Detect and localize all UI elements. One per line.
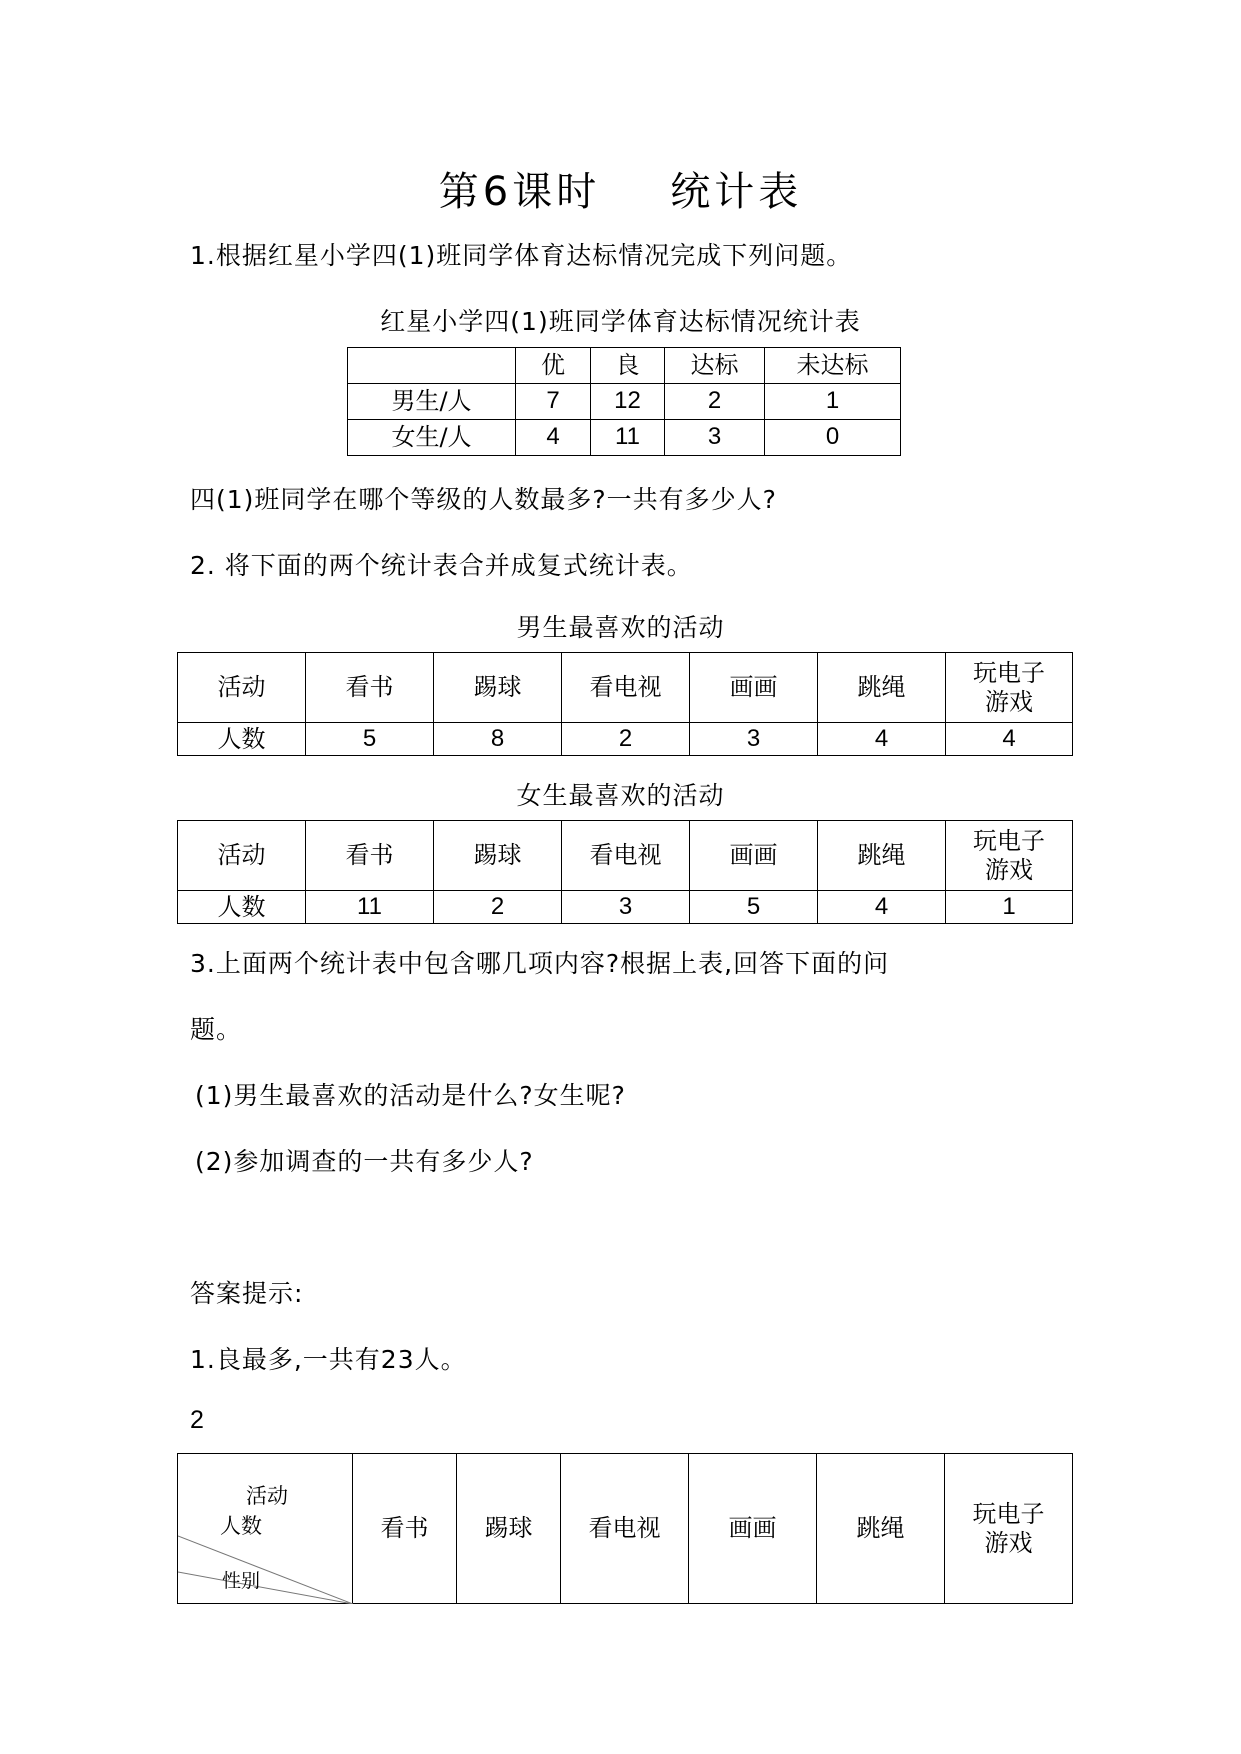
activity-header: 画画	[690, 821, 818, 891]
row-label: 人数	[178, 723, 306, 756]
table-header-row	[178, 1454, 1073, 1604]
table-1-caption: 红星小学四(1)班同学体育达标情况统计表	[380, 307, 861, 336]
answer-1: 1.良最多,一共有23人。	[190, 1345, 467, 1374]
question-1-prompt: 四(1)班同学在哪个等级的人数最多?一共有多少人?	[190, 485, 777, 514]
page-title	[0, 160, 1241, 217]
table-cell: 12	[591, 384, 665, 420]
activity-header: 跳绳	[817, 1454, 945, 1604]
question-3-sub-1: (1)男生最喜欢的活动是什么?女生呢?	[195, 1081, 626, 1110]
table-cell: 1	[946, 891, 1073, 924]
header-label: 活动	[178, 821, 306, 891]
row-label: 女生/人	[348, 420, 516, 456]
table-cell: 8	[434, 723, 562, 756]
diagonal-header-cell	[178, 1454, 353, 1604]
activity-header: 踢球	[457, 1454, 561, 1604]
row-label: 人数	[178, 891, 306, 924]
activity-header-line2: 游戏	[985, 687, 1033, 716]
table-cell: 4	[818, 891, 946, 924]
table-header-row	[178, 821, 1073, 891]
boys-table-caption: 男生最喜欢的活动	[516, 613, 725, 642]
header-label: 活动	[178, 653, 306, 723]
header-cell: 未达标	[765, 348, 901, 384]
corner-label-activity: 活动	[246, 1484, 288, 1508]
table-cell: 2	[434, 891, 562, 924]
activity-header: 看电视	[562, 821, 690, 891]
header-cell: 优	[516, 348, 591, 384]
table-cell: 3	[665, 420, 765, 456]
table-cell: 5	[690, 891, 818, 924]
activity-header: 画画	[689, 1454, 817, 1604]
answer-2-label: 2	[190, 1406, 205, 1434]
corner-label-gender: 性别	[222, 1570, 261, 1592]
table-cell: 5	[306, 723, 434, 756]
table-cell: 4	[946, 723, 1073, 756]
header-cell	[348, 348, 516, 384]
activity-header: 踢球	[434, 653, 562, 723]
activity-header: 看书	[306, 821, 434, 891]
title-lesson: 第6课时	[438, 169, 601, 215]
table-cell: 3	[690, 723, 818, 756]
activity-header	[946, 821, 1073, 891]
question-2-text: 2. 将下面的两个统计表合并成复式统计表。	[190, 551, 693, 580]
table-cell: 11	[591, 420, 665, 456]
corner-label-count: 人数	[220, 1514, 262, 1538]
activity-header: 跳绳	[818, 821, 946, 891]
girls-table-caption: 女生最喜欢的活动	[516, 781, 725, 810]
table-row	[348, 420, 901, 456]
table-cell: 4	[516, 420, 591, 456]
question-3-text-line1: 3.上面两个统计表中包含哪几项内容?根据上表,回答下面的问	[190, 949, 890, 978]
title-topic: 统计表	[670, 169, 803, 215]
table-row	[178, 723, 1073, 756]
question-1-text: 1.根据红星小学四(1)班同学体育达标情况完成下列问题。	[190, 241, 853, 270]
table-header-row	[178, 653, 1073, 723]
activity-header: 看电视	[561, 1454, 689, 1604]
activity-header	[946, 653, 1073, 723]
table-row	[178, 891, 1073, 924]
table-cell: 2	[562, 723, 690, 756]
table-cell: 0	[765, 420, 901, 456]
boys-activity-table	[177, 652, 1073, 756]
activity-header-line2: 游戏	[984, 1528, 1033, 1557]
activity-header-line2: 游戏	[985, 855, 1033, 884]
table-cell: 3	[562, 891, 690, 924]
header-cell: 达标	[665, 348, 765, 384]
sports-standard-table	[347, 347, 901, 456]
activity-header-line1: 玩电子	[973, 658, 1045, 687]
activity-header: 看书	[353, 1454, 457, 1604]
activity-header	[945, 1454, 1073, 1604]
table-cell: 7	[516, 384, 591, 420]
activity-header: 看书	[306, 653, 434, 723]
table-cell: 2	[665, 384, 765, 420]
table-cell: 1	[765, 384, 901, 420]
activity-header: 画画	[690, 653, 818, 723]
activity-header-line1: 玩电子	[972, 1499, 1045, 1528]
table-row	[348, 384, 901, 420]
diagonal-divider-lines	[178, 1454, 353, 1604]
row-label: 男生/人	[348, 384, 516, 420]
table-cell: 11	[306, 891, 434, 924]
activity-header-line1: 玩电子	[973, 826, 1045, 855]
answers-heading: 答案提示:	[190, 1279, 304, 1308]
activity-header: 跳绳	[818, 653, 946, 723]
activity-header: 踢球	[434, 821, 562, 891]
table-cell: 4	[818, 723, 946, 756]
combined-activity-table	[177, 1453, 1073, 1604]
girls-activity-table	[177, 820, 1073, 924]
header-cell: 良	[591, 348, 665, 384]
question-3-text-line2: 题。	[190, 1015, 243, 1044]
question-3-sub-2: (2)参加调查的一共有多少人?	[195, 1147, 534, 1176]
activity-header: 看电视	[562, 653, 690, 723]
table-header-row	[348, 348, 901, 384]
